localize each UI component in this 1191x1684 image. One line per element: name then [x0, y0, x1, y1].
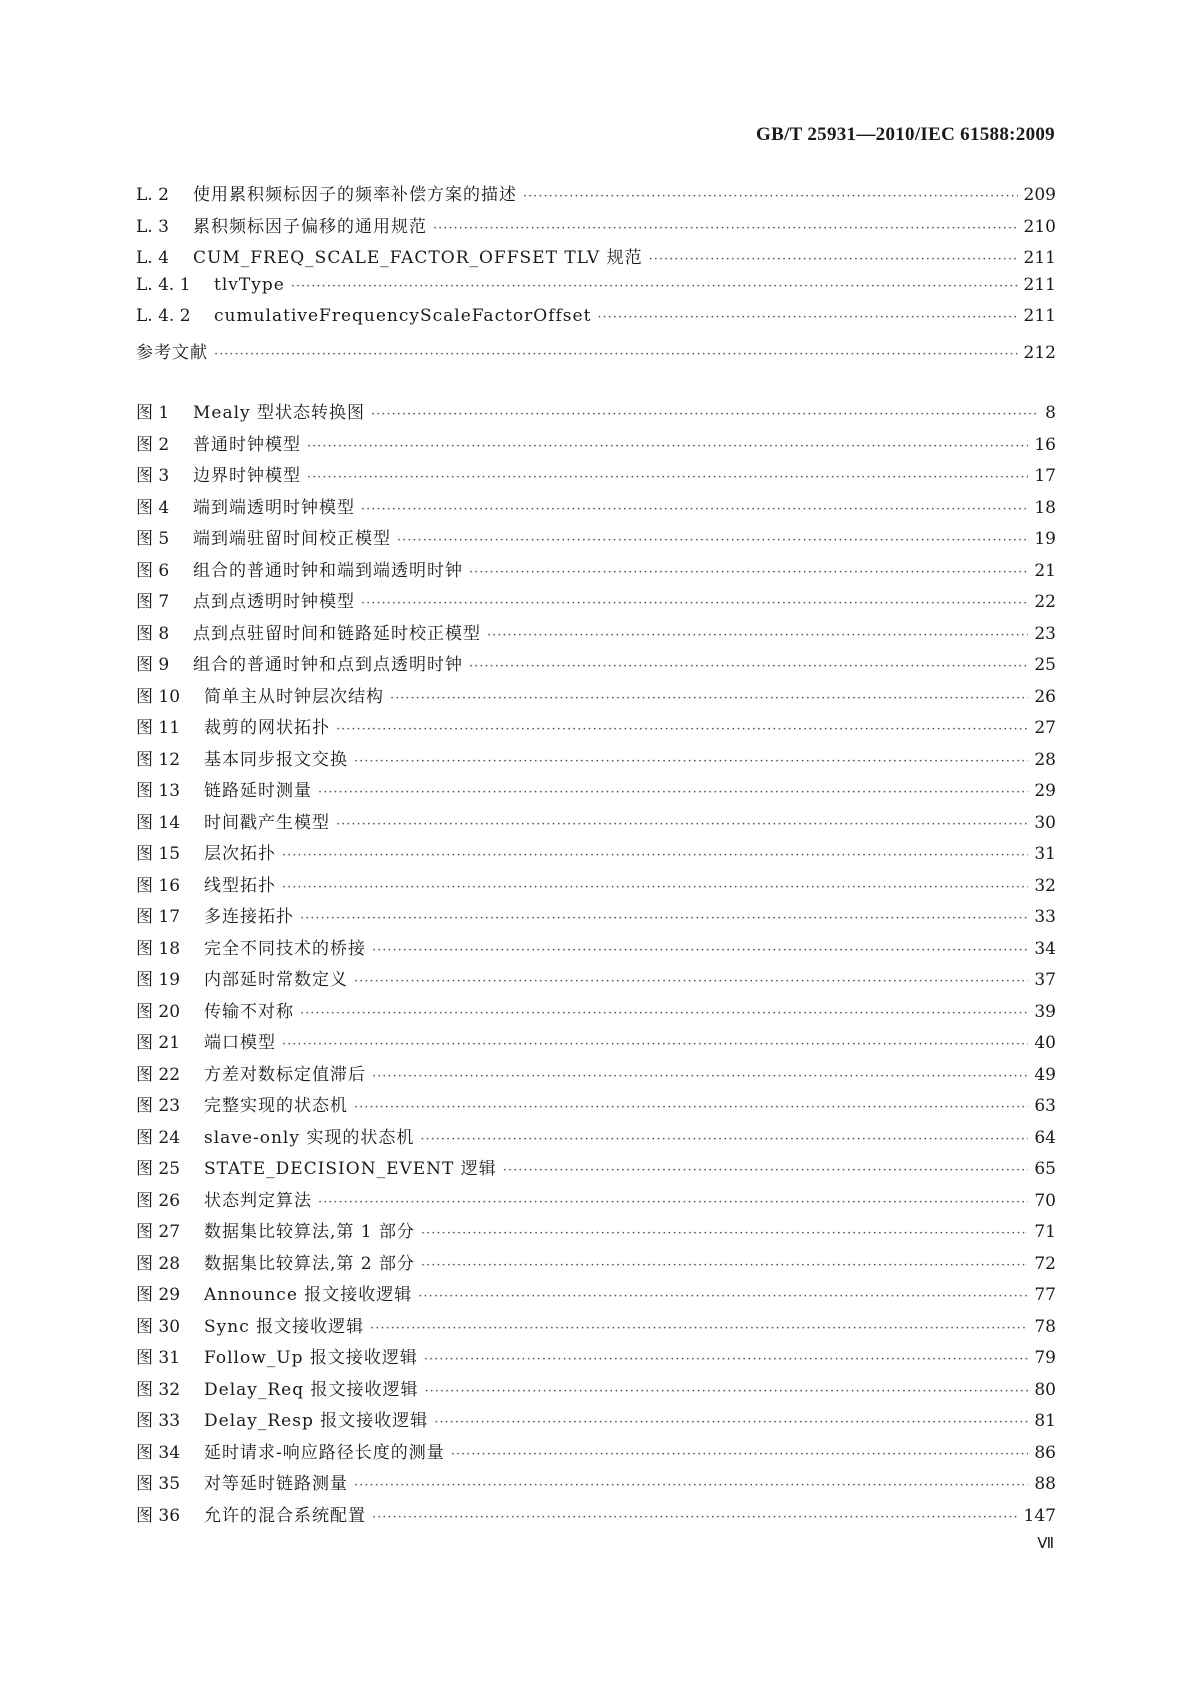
toc-figure-entry[interactable] [136, 1312, 1056, 1344]
entry-title: 基本同步报文交换 [204, 749, 348, 770]
dot-leader [336, 722, 1028, 737]
entry-page-number: 77 [1034, 1285, 1056, 1305]
entry-number: 图 8 [136, 623, 170, 644]
entry-page-number: 32 [1034, 875, 1056, 896]
dot-leader [425, 1384, 1029, 1399]
entry-number: 图 17 [136, 907, 181, 927]
entry-title: 简单主从时钟层次结构 [204, 686, 384, 707]
dot-leader [469, 659, 1028, 674]
entry-title: Delay_Req 报文接收逻辑 [204, 1379, 419, 1400]
entry-page-number: 17 [1034, 466, 1056, 486]
entry-number: 图 19 [136, 970, 181, 990]
entry-title: Announce 报文接收逻辑 [204, 1285, 413, 1305]
dot-leader [420, 1132, 1028, 1147]
entry-title: 传输不对称 [204, 1001, 294, 1022]
entry-number: 图 11 [136, 718, 181, 738]
dot-leader [451, 1447, 1029, 1462]
dot-leader [354, 754, 1028, 769]
entry-title: Sync 报文接收逻辑 [204, 1316, 365, 1337]
entry-title: 点到点透明时钟模型 [193, 592, 355, 612]
entry-page-number: 211 [1023, 306, 1056, 326]
entry-page-number: 212 [1023, 342, 1056, 363]
entry-title: Delay_Resp 报文接收逻辑 [204, 1411, 429, 1431]
entry-number: L. 4. 1 [136, 274, 191, 295]
entry-page-number: 25 [1034, 655, 1056, 675]
toc-figure-entry[interactable] [136, 587, 1056, 619]
dot-leader [282, 880, 1028, 895]
entry-page-number: 18 [1034, 497, 1056, 518]
entry-number: 图 18 [136, 938, 181, 959]
dot-leader [214, 347, 1018, 362]
dot-leader [318, 785, 1028, 800]
dot-leader [307, 470, 1028, 485]
entry-number: 图 35 [136, 1474, 181, 1494]
toc-figure-entry[interactable] [136, 1375, 1056, 1407]
entry-page-number: 71 [1034, 1222, 1056, 1242]
entry-title: 组合的普通时钟和端到端透明时钟 [193, 560, 463, 581]
entry-number: 图 13 [136, 781, 181, 801]
dot-leader [282, 1037, 1028, 1052]
entry-number: L. 2 [136, 185, 169, 205]
entry-number: L. 4. 2 [136, 306, 191, 326]
entry-title: slave-only 实现的状态机 [204, 1127, 415, 1148]
entry-page-number: 39 [1034, 1001, 1056, 1022]
dot-leader [469, 565, 1028, 580]
toc-figure-entry[interactable] [136, 1343, 1056, 1375]
toc-figures-list [136, 398, 1056, 1532]
entry-page-number: 19 [1034, 529, 1056, 549]
toc-figure-entry[interactable] [136, 1501, 1056, 1533]
entry-number: 图 4 [136, 497, 170, 518]
toc-section-entry[interactable] [136, 243, 1056, 275]
entry-page-number: 31 [1034, 844, 1056, 864]
entry-page-number: 79 [1034, 1348, 1056, 1368]
entry-page-number: 209 [1023, 185, 1056, 205]
entry-title: 时间戳产生模型 [204, 812, 330, 833]
entry-title: 端到端透明时钟模型 [193, 497, 355, 518]
entry-number: 图 21 [136, 1033, 181, 1053]
dot-leader [361, 596, 1028, 611]
toc-section-entry[interactable] [136, 212, 1056, 244]
entry-title: 使用累积频标因子的频率补偿方案的描述 [193, 185, 517, 205]
dot-leader [307, 439, 1028, 454]
entry-title: 端口模型 [204, 1033, 276, 1053]
dot-leader [318, 1195, 1028, 1210]
entry-page-number: 22 [1034, 592, 1056, 612]
entry-page-number: 28 [1034, 749, 1056, 770]
entry-number: 图 22 [136, 1064, 181, 1085]
entry-number: 图 30 [136, 1316, 181, 1337]
entry-number: 图 28 [136, 1253, 181, 1274]
entry-title: 内部延时常数定义 [204, 970, 348, 990]
entry-number: L. 4 [136, 248, 169, 268]
toc-section-entry[interactable] [136, 338, 1056, 370]
entry-title: 多连接拓扑 [204, 907, 294, 927]
page-folio: Ⅶ [1037, 1536, 1054, 1552]
dot-leader [487, 628, 1028, 643]
entry-title: STATE_DECISION_EVENT 逻辑 [204, 1159, 497, 1179]
dot-leader [354, 974, 1028, 989]
entry-number: 图 2 [136, 434, 170, 455]
entry-title: 延时请求-响应路径长度的测量 [204, 1442, 445, 1463]
toc-sections-list [136, 180, 1056, 369]
entry-title: 允许的混合系统配置 [204, 1505, 366, 1526]
toc-figure-entry[interactable] [136, 808, 1056, 840]
toc-figure-entry[interactable] [136, 745, 1056, 777]
toc-figure-entry[interactable] [136, 493, 1056, 525]
entry-number: 图 16 [136, 875, 181, 896]
entry-page-number: 27 [1034, 718, 1056, 738]
dot-leader [597, 310, 1017, 325]
toc-section-entry[interactable] [136, 180, 1056, 212]
toc-figure-entry[interactable] [136, 934, 1056, 966]
toc-figure-entry[interactable] [136, 682, 1056, 714]
entry-title: 链路延时测量 [204, 781, 312, 801]
toc-figure-entry[interactable] [136, 1028, 1056, 1060]
entry-title: 线型拓扑 [204, 875, 276, 896]
toc-figure-entry[interactable] [136, 556, 1056, 588]
entry-page-number: 70 [1034, 1190, 1056, 1211]
entry-page-number: 210 [1023, 216, 1056, 237]
dot-leader [291, 279, 1018, 294]
toc-figure-entry[interactable] [136, 1280, 1056, 1312]
entry-page-number: 29 [1034, 781, 1056, 801]
entry-number: 图 25 [136, 1159, 181, 1179]
dot-leader [523, 189, 1018, 204]
entry-number: 图 34 [136, 1442, 181, 1463]
entry-number: 图 6 [136, 560, 170, 581]
entry-page-number: 80 [1034, 1379, 1056, 1400]
entry-title: 参考文献 [136, 342, 208, 363]
entry-page-number: 78 [1034, 1316, 1056, 1337]
dot-leader [370, 1321, 1028, 1336]
dot-leader [300, 1006, 1028, 1021]
toc-section-entry[interactable] [136, 275, 1056, 307]
entry-page-number: 33 [1034, 907, 1056, 927]
dot-leader [336, 817, 1028, 832]
dot-leader [424, 1352, 1028, 1367]
entry-title: Mealy 型状态转换图 [193, 403, 366, 423]
entry-page-number: 81 [1034, 1411, 1056, 1431]
dot-leader [421, 1258, 1028, 1273]
toc-figure-entry[interactable] [136, 1406, 1056, 1438]
entry-page-number: 147 [1023, 1505, 1056, 1526]
dot-leader [390, 691, 1028, 706]
entry-page-number: 37 [1034, 970, 1056, 990]
entry-title: tlvType [214, 274, 285, 295]
dot-leader [372, 943, 1028, 958]
entry-number: 图 33 [136, 1411, 181, 1431]
entry-page-number: 34 [1034, 938, 1056, 959]
entry-page-number: 88 [1034, 1474, 1056, 1494]
entry-title: 端到端驻留时间校正模型 [193, 529, 391, 549]
entry-number: 图 3 [136, 466, 170, 486]
entry-page-number: 64 [1034, 1127, 1056, 1148]
toc-figure-entry[interactable] [136, 871, 1056, 903]
toc-figure-entry[interactable] [136, 1469, 1056, 1501]
dot-leader [434, 1415, 1028, 1430]
dot-leader [354, 1100, 1028, 1115]
entry-page-number: 211 [1023, 248, 1056, 268]
toc-figure-entry[interactable] [136, 524, 1056, 556]
entry-number: 图 27 [136, 1222, 181, 1242]
entry-number: 图 14 [136, 812, 181, 833]
entry-title: 组合的普通时钟和点到点透明时钟 [193, 655, 463, 675]
toc-figure-entry[interactable] [136, 398, 1056, 430]
toc-figure-entry[interactable] [136, 965, 1056, 997]
entry-title: 方差对数标定值滞后 [204, 1064, 366, 1085]
dot-leader [371, 407, 1038, 422]
entry-page-number: 8 [1045, 403, 1056, 423]
toc-figure-entry[interactable] [136, 1186, 1056, 1218]
dot-leader [418, 1289, 1028, 1304]
standard-header: GB/T 25931—2010/IEC 61588:2009 [756, 124, 1055, 145]
entry-number: 图 12 [136, 749, 181, 770]
toc-figure-entry[interactable] [136, 713, 1056, 745]
entry-title: 普通时钟模型 [193, 434, 301, 455]
entry-title: 对等延时链路测量 [204, 1474, 348, 1494]
toc-figure-entry[interactable] [136, 461, 1056, 493]
entry-number: 图 9 [136, 655, 170, 675]
toc-figure-entry[interactable] [136, 997, 1056, 1029]
entry-number: 图 10 [136, 686, 181, 707]
toc-figure-entry[interactable] [136, 1217, 1056, 1249]
toc-figure-entry[interactable] [136, 776, 1056, 808]
entry-title: CUM_FREQ_SCALE_FACTOR_OFFSET TLV 规范 [193, 248, 643, 268]
entry-page-number: 72 [1034, 1253, 1056, 1274]
entry-number: 图 5 [136, 529, 170, 549]
toc-figure-entry[interactable] [136, 1123, 1056, 1155]
entry-title: 数据集比较算法,第 2 部分 [204, 1253, 416, 1274]
entry-page-number: 16 [1034, 434, 1056, 455]
entry-title: Follow_Up 报文接收逻辑 [204, 1348, 418, 1368]
entry-page-number: 49 [1034, 1064, 1056, 1085]
entry-page-number: 26 [1034, 686, 1056, 707]
dot-leader [503, 1163, 1029, 1178]
toc-section-entry[interactable] [136, 306, 1056, 338]
entry-number: 图 24 [136, 1127, 181, 1148]
entry-title: 边界时钟模型 [193, 466, 301, 486]
entry-page-number: 23 [1034, 623, 1056, 644]
entry-title: 数据集比较算法,第 1 部分 [204, 1222, 416, 1242]
entry-number: 图 36 [136, 1505, 181, 1526]
entry-number: 图 20 [136, 1001, 181, 1022]
toc-figure-entry[interactable] [136, 1060, 1056, 1092]
entry-title: 完全不同技术的桥接 [204, 938, 366, 959]
entry-page-number: 63 [1034, 1096, 1056, 1116]
dot-leader [397, 533, 1028, 548]
entry-page-number: 21 [1034, 560, 1056, 581]
toc-figure-entry[interactable] [136, 1438, 1056, 1470]
entry-number: L. 3 [136, 216, 169, 237]
entry-number: 图 32 [136, 1379, 181, 1400]
entry-title: cumulativeFrequencyScaleFactorOffset [214, 306, 592, 326]
entry-page-number: 65 [1034, 1159, 1056, 1179]
dot-leader [361, 502, 1028, 517]
toc-figure-entry[interactable] [136, 902, 1056, 934]
dot-leader [354, 1478, 1028, 1493]
entry-number: 图 26 [136, 1190, 181, 1211]
dot-leader [300, 911, 1028, 926]
dot-leader [372, 1069, 1028, 1084]
entry-page-number: 211 [1023, 274, 1056, 295]
entry-title: 累积频标因子偏移的通用规范 [193, 216, 427, 237]
toc-figure-entry[interactable] [136, 650, 1056, 682]
entry-number: 图 1 [136, 403, 170, 423]
entry-title: 层次拓扑 [204, 844, 276, 864]
entry-title: 完整实现的状态机 [204, 1096, 348, 1116]
toc-figure-entry[interactable] [136, 1091, 1056, 1123]
entry-page-number: 40 [1034, 1033, 1056, 1053]
entry-number: 图 7 [136, 592, 170, 612]
entry-title: 点到点驻留时间和链路延时校正模型 [193, 623, 481, 644]
entry-page-number: 86 [1034, 1442, 1056, 1463]
toc-figure-entry[interactable] [136, 430, 1056, 462]
entry-number: 图 29 [136, 1285, 181, 1305]
entry-number: 图 15 [136, 844, 181, 864]
entry-page-number: 30 [1034, 812, 1056, 833]
dot-leader [433, 221, 1018, 236]
toc-figure-entry[interactable] [136, 619, 1056, 651]
toc-figure-entry[interactable] [136, 1249, 1056, 1281]
entry-title: 裁剪的网状拓扑 [204, 718, 330, 738]
dot-leader [372, 1510, 1018, 1525]
entry-number: 图 31 [136, 1348, 181, 1368]
entry-title: 状态判定算法 [204, 1190, 312, 1211]
dot-leader [282, 848, 1028, 863]
toc-figure-entry[interactable] [136, 839, 1056, 871]
dot-leader [421, 1226, 1028, 1241]
entry-number: 图 23 [136, 1096, 181, 1116]
toc-figure-entry[interactable] [136, 1154, 1056, 1186]
dot-leader [649, 252, 1018, 267]
